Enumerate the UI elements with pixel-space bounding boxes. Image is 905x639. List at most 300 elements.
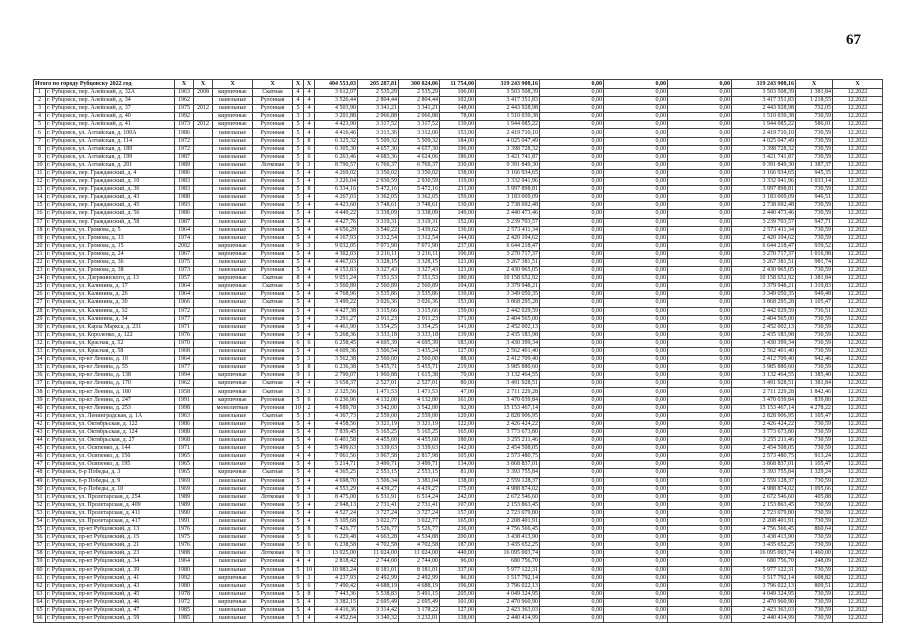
cost-owners-cell: 0,00 <box>668 113 732 121</box>
area-premises-cell: 7 351,53 <box>358 275 399 283</box>
cost-regional-cell: 0,00 <box>604 210 668 218</box>
table-row <box>34 339 883 347</box>
wall-material-cell: панельные <box>213 477 253 485</box>
planned-date-cell: 12.2022 <box>833 323 883 331</box>
cost-owners-cell: 0,00 <box>668 534 732 542</box>
cost-owners-cell: 0,00 <box>668 509 732 517</box>
area-premises-cell: 3 321,19 <box>358 420 399 428</box>
roof-type-cell: Рулонная <box>253 372 293 380</box>
cost-fund-cell: 0,00 <box>540 258 604 266</box>
entrances-cell: 4 <box>304 323 315 331</box>
year-overhaul-cell <box>194 339 213 347</box>
year-overhaul-cell <box>194 598 213 606</box>
cost-owners-cell: 0,00 <box>668 348 732 356</box>
cost-owners-cell: 0,00 <box>668 121 732 129</box>
area-premises-cell: 2 492,99 <box>358 574 399 582</box>
entrances-cell: 4 <box>304 428 315 436</box>
total-cell: 11 754,00 <box>440 80 476 89</box>
address-cell: г. Рубцовск, ул. Октябрьская, д. 122 <box>46 420 175 428</box>
table-row <box>34 396 883 404</box>
year-built-cell: 1994 <box>175 372 194 380</box>
area-residential-cell: 1 471,53 <box>399 388 440 396</box>
cost-other-cell: 4 049 324,95 <box>732 590 796 598</box>
address-cell: г. Рубцовск, ул. Громова, д. 36 <box>46 258 175 266</box>
roof-type-cell: Рулонная <box>253 607 293 615</box>
table-row <box>34 153 883 161</box>
wall-material-cell: панельные <box>213 161 253 169</box>
residents-cell: 330,00 <box>440 161 476 169</box>
row-number-cell: 30 <box>34 323 46 331</box>
area-premises-cell: 3 338,09 <box>358 210 399 218</box>
cost-owners-cell: 0,00 <box>668 607 732 615</box>
planned-date-cell: 12.2022 <box>833 137 883 145</box>
total-area-cell: 4 589,78 <box>315 404 358 412</box>
roof-type-cell: Рулонная <box>253 210 293 218</box>
table-row <box>34 283 883 291</box>
table-row <box>34 242 883 250</box>
floors-cell: 4 <box>293 97 304 105</box>
residents-cell: 171,00 <box>440 315 476 323</box>
year-overhaul-cell <box>194 315 213 323</box>
year-overhaul-cell <box>194 113 213 121</box>
unit-cost-cell: 946,51 <box>796 194 833 202</box>
address-cell: г. Рубцовск, пр-кт Рубцовский, д. 34 <box>46 558 175 566</box>
cost-regional-cell: 0,00 <box>604 404 668 412</box>
residents-cell: 242,00 <box>440 493 476 501</box>
row-number-cell: 34 <box>34 356 46 364</box>
area-premises-cell: 3 022,77 <box>358 517 399 525</box>
cost-owners-cell: 0,00 <box>668 356 732 364</box>
total-cost-cell: 2 442 029,59 <box>476 307 540 315</box>
total-area-cell: 3 499,22 <box>315 299 358 307</box>
row-number-cell: 7 <box>34 137 46 145</box>
total-cost-cell: 9 391 849,30 <box>476 161 540 169</box>
area-residential-cell: 3 338,09 <box>399 210 440 218</box>
roof-type-cell: Рулонная <box>253 226 293 234</box>
area-premises-cell: 3 354,25 <box>358 323 399 331</box>
unit-cost-cell: 981,74 <box>796 258 833 266</box>
cost-fund-cell: 0,00 <box>540 542 604 550</box>
table-row <box>34 615 883 623</box>
cost-fund-cell: 0,00 <box>540 348 604 356</box>
total-cost-cell: 3 239 703,57 <box>476 218 540 226</box>
entrances-cell: 4 <box>304 307 315 315</box>
area-residential-cell: 11 024,00 <box>399 550 440 558</box>
wall-material-cell: панельные <box>213 145 253 153</box>
year-built-cell: 1980 <box>175 566 194 574</box>
planned-date-cell: 12.2022 <box>833 153 883 161</box>
planned-date-cell: 12.2022 <box>833 517 883 525</box>
area-residential-cell: 5 165,25 <box>399 428 440 436</box>
unit-cost-cell: 730,59 <box>796 210 833 218</box>
area-residential-cell: 1 615,38 <box>399 372 440 380</box>
cost-owners-cell: 0,00 <box>668 145 732 153</box>
planned-date-cell: 12.2022 <box>833 509 883 517</box>
unit-cost-cell: 730,59 <box>796 445 833 453</box>
total-cost-cell: 3 166 934,65 <box>476 169 540 177</box>
residents-cell: 120,00 <box>440 412 476 420</box>
entrances-cell: 4 <box>304 461 315 469</box>
cost-owners-cell: 0,00 <box>668 574 732 582</box>
roof-type-cell: Рулонная <box>253 517 293 525</box>
total-cost-cell: 2 738 692,48 <box>476 202 540 210</box>
area-residential-cell: 4 624,06 <box>399 153 440 161</box>
address-cell: г. Рубцовск, пр-кт Рубцовский, д. 47 <box>46 607 175 615</box>
total-cell: 0,00 <box>668 80 732 89</box>
total-area-cell: 6 236,96 <box>315 396 358 404</box>
cost-fund-cell: 0,00 <box>540 226 604 234</box>
cost-regional-cell: 0,00 <box>604 509 668 517</box>
floors-cell: 5 <box>293 598 304 606</box>
row-number-cell: 32 <box>34 339 46 347</box>
year-overhaul-cell <box>194 210 213 218</box>
total-area-cell: 4 237,93 <box>315 574 358 582</box>
roof-type-cell: Рулонная <box>253 364 293 372</box>
roof-type-cell: Рулонная <box>253 202 293 210</box>
residents-cell: 119,00 <box>440 178 476 186</box>
cost-other-cell: 2 404 565,00 <box>732 315 796 323</box>
cost-fund-cell: 0,00 <box>540 485 604 493</box>
year-built-cell: 1986 <box>175 420 194 428</box>
unit-cost-cell: 730,59 <box>796 331 833 339</box>
cost-owners-cell: 0,00 <box>668 242 732 250</box>
residents-cell: 196,00 <box>440 145 476 153</box>
floors-cell: 5 <box>293 509 304 517</box>
total-cost-cell: 3 430 399,34 <box>476 339 540 347</box>
wall-material-cell: панельные <box>213 445 253 453</box>
row-number-cell: 41 <box>34 412 46 420</box>
roof-type-cell: Скатная <box>253 388 293 396</box>
entrances-cell: 6 <box>304 339 315 347</box>
residents-cell: 187,00 <box>440 542 476 550</box>
address-cell: г. Рубцовск, пер. Гражданский, д. 56 <box>46 210 175 218</box>
year-overhaul-cell <box>194 186 213 194</box>
table-row <box>34 275 883 283</box>
table-row <box>34 161 883 169</box>
entrances-cell: 4 <box>304 445 315 453</box>
area-premises-cell: 2 560,00 <box>358 356 399 364</box>
total-area-cell: 6 305,30 <box>315 145 358 153</box>
area-premises-cell: 3 535,86 <box>358 291 399 299</box>
total-area-cell: 4 698,70 <box>315 477 358 485</box>
address-cell: г. Рубцовск, пр-кт Ленина, д. 10 <box>46 356 175 364</box>
total-area-cell: 4 427,76 <box>315 218 358 226</box>
area-premises-cell: 3 506,54 <box>358 348 399 356</box>
residents-cell: 159,00 <box>440 307 476 315</box>
table-row <box>34 598 883 606</box>
wall-material-cell: панельные <box>213 323 253 331</box>
floors-cell: 5 <box>293 218 304 226</box>
unit-cost-cell: 730,59 <box>796 323 833 331</box>
year-overhaul-cell <box>194 218 213 226</box>
table-row <box>34 267 883 275</box>
address-cell: г. Рубцовск, ул. Пролетарская, д. 411 <box>46 509 175 517</box>
total-cost-cell: 2 443 928,98 <box>476 105 540 113</box>
entrances-cell: 3 <box>304 412 315 420</box>
area-residential-cell: 4 132,00 <box>399 396 440 404</box>
year-built-cell: 1977 <box>175 315 194 323</box>
year-overhaul-cell <box>194 582 213 590</box>
residents-cell: 139,00 <box>440 121 476 129</box>
table-row <box>34 137 883 145</box>
table-row <box>34 558 883 566</box>
cost-regional-cell: 0,00 <box>604 89 668 97</box>
unit-cost-cell: 730,59 <box>796 566 833 574</box>
registry-table <box>33 79 883 623</box>
wall-material-cell: кирпичные <box>213 396 253 404</box>
address-cell: г. Рубцовск, ул. Карла Маркса, д. 231 <box>46 323 175 331</box>
year-built-cell: 1985 <box>175 615 194 623</box>
entrances-cell: 4 <box>304 420 315 428</box>
year-overhaul-cell <box>194 550 213 558</box>
address-cell: г. Рубцовск, ул. Октябрьская, д. 124 <box>46 428 175 436</box>
cost-other-cell: 2 828 906,95 <box>732 412 796 420</box>
entrances-cell: 4 <box>304 234 315 242</box>
year-built-cell: 1975 <box>175 258 194 266</box>
residents-cell: 81,00 <box>440 469 476 477</box>
total-cell: X <box>833 80 883 89</box>
residents-cell: 92,00 <box>440 404 476 412</box>
area-residential-cell: 3 748,61 <box>399 202 440 210</box>
unit-cost-cell: 4 278,22 <box>796 404 833 412</box>
total-area-cell: 4 452,64 <box>315 615 358 623</box>
address-cell: г. Рубцовск, ул. Алтайская, д. 189 <box>46 145 175 153</box>
floors-cell: 5 <box>293 129 304 137</box>
table-row <box>34 169 883 177</box>
area-premises-cell: 2 535,29 <box>358 89 399 97</box>
total-area-cell: 4 449,22 <box>315 210 358 218</box>
cost-owners-cell: 0,00 <box>668 331 732 339</box>
total-cost-cell: 2 153 863,45 <box>476 501 540 509</box>
cost-other-cell: 2 443 928,98 <box>732 105 796 113</box>
cost-fund-cell: 0,00 <box>540 509 604 517</box>
cost-owners-cell: 0,00 <box>668 590 732 598</box>
floors-cell: 5 <box>293 323 304 331</box>
unit-cost-cell: 1 381,84 <box>796 380 833 388</box>
entrances-cell: 4 <box>304 517 315 525</box>
year-overhaul-cell <box>194 178 213 186</box>
total-cost-cell: 2 420 104,62 <box>476 234 540 242</box>
wall-material-cell: панельные <box>213 607 253 615</box>
unit-cost-cell: 1 329,24 <box>796 469 833 477</box>
area-premises-cell: 3 967,58 <box>358 453 399 461</box>
cost-other-cell: 2 440 473,46 <box>732 210 796 218</box>
entrances-cell: 8 <box>304 137 315 145</box>
cost-regional-cell: 0,00 <box>604 202 668 210</box>
total-cost-cell: 3 379 948,21 <box>476 283 540 291</box>
residents-cell: 205,00 <box>440 590 476 598</box>
unit-cost-cell: 1 105,47 <box>796 299 833 307</box>
cost-owners-cell: 0,00 <box>668 542 732 550</box>
table-row <box>34 380 883 388</box>
entrances-cell: 4 <box>304 607 315 615</box>
floors-cell: 5 <box>293 420 304 428</box>
unit-cost-cell: 730,59 <box>796 186 833 194</box>
wall-material-cell: панельные <box>213 493 253 501</box>
area-residential-cell: 3 499,71 <box>399 461 440 469</box>
floors-cell: 3 <box>293 388 304 396</box>
row-number-cell: 58 <box>34 550 46 558</box>
wall-material-cell: панельные <box>213 590 253 598</box>
cost-fund-cell: 0,00 <box>540 97 604 105</box>
cost-fund-cell: 0,00 <box>540 607 604 615</box>
planned-date-cell: 12.2022 <box>833 218 883 226</box>
area-premises-cell: 2 553,15 <box>358 469 399 477</box>
address-cell: г. Рубцовск, ул. Осипенко, д. 156 <box>46 453 175 461</box>
cost-fund-cell: 0,00 <box>540 380 604 388</box>
table-row <box>34 356 883 364</box>
roof-type-cell: Скатная <box>253 89 293 97</box>
unit-cost-cell: 248,09 <box>796 558 833 566</box>
cost-regional-cell: 0,00 <box>604 226 668 234</box>
roof-type-cell: Рулонная <box>253 169 293 177</box>
table-row <box>34 186 883 194</box>
area-residential-cell: 2 930,59 <box>399 178 440 186</box>
residents-cell: 106,00 <box>440 250 476 258</box>
area-premises-cell: 4 132,00 <box>358 396 399 404</box>
total-area-cell: 3 612,07 <box>315 89 358 97</box>
roof-type-cell: Скатная <box>253 283 293 291</box>
cost-fund-cell: 0,00 <box>540 566 604 574</box>
row-number-cell: 60 <box>34 566 46 574</box>
area-premises-cell: 3 339,63 <box>358 445 399 453</box>
planned-date-cell: 12.2022 <box>833 542 883 550</box>
cost-fund-cell: 0,00 <box>540 501 604 509</box>
cost-regional-cell: 0,00 <box>604 477 668 485</box>
year-built-cell: 1977 <box>175 364 194 372</box>
year-overhaul-cell <box>194 388 213 396</box>
floors-cell: 3 <box>293 113 304 121</box>
year-built-cell: 1989 <box>175 161 194 169</box>
unit-cost-cell: 839,80 <box>796 396 833 404</box>
table-row <box>34 477 883 485</box>
unit-cost-cell: 730,59 <box>796 428 833 436</box>
wall-material-cell: кирпичные <box>213 89 253 97</box>
roof-type-cell: Рулонная <box>253 339 293 347</box>
planned-date-cell: 12.2022 <box>833 178 883 186</box>
address-cell: г. Рубцовск, пр-кт Рубцовский, д. 39 <box>46 566 175 574</box>
row-number-cell: 39 <box>34 396 46 404</box>
residents-cell: 104,00 <box>440 283 476 291</box>
unit-cost-cell: 730,59 <box>796 348 833 356</box>
cost-other-cell: 2 711 229,28 <box>732 388 796 396</box>
roof-type-cell: Рулонная <box>253 534 293 542</box>
wall-material-cell: кирпичные <box>213 283 253 291</box>
roof-type-cell: Рулонная <box>253 121 293 129</box>
area-residential-cell: 2 066,88 <box>399 113 440 121</box>
roof-type-cell: Рулонная <box>253 404 293 412</box>
floors-cell: 5 <box>293 291 304 299</box>
year-overhaul-cell <box>194 404 213 412</box>
year-overhaul-cell <box>194 517 213 525</box>
cost-other-cell: 2 208 401,91 <box>732 517 796 525</box>
total-cost-cell: 2 711 229,28 <box>476 388 540 396</box>
residents-cell: 184,00 <box>440 137 476 145</box>
address-cell: г. Рубцовск, пр-кт Рубцовский, д. 46 <box>46 598 175 606</box>
planned-date-cell: 12.2022 <box>833 412 883 420</box>
cost-fund-cell: 0,00 <box>540 582 604 590</box>
floors-cell: 5 <box>293 315 304 323</box>
area-residential-cell: 5 472,16 <box>399 186 440 194</box>
total-area-cell: 7 426,77 <box>315 526 358 534</box>
cost-owners-cell: 0,00 <box>668 582 732 590</box>
address-cell: г. Рубцовск, пер. Гражданский, д. 43 <box>46 194 175 202</box>
row-number-cell: 15 <box>34 202 46 210</box>
area-premises-cell: 4 439,27 <box>358 485 399 493</box>
row-number-cell: 35 <box>34 364 46 372</box>
row-number-cell: 29 <box>34 315 46 323</box>
wall-material-cell: панельные <box>213 267 253 275</box>
address-cell: г. Рубцовск, пр-кт Рубцовский, д. 15 <box>46 534 175 542</box>
unit-cost-cell: 730,59 <box>796 501 833 509</box>
wall-material-cell: панельные <box>213 307 253 315</box>
total-area-cell: 8 790,57 <box>315 161 358 169</box>
unit-cost-cell: 1 319,83 <box>796 283 833 291</box>
cost-fund-cell: 0,00 <box>540 234 604 242</box>
roof-type-cell: Рулонная <box>253 348 293 356</box>
year-overhaul-cell <box>194 137 213 145</box>
table-row <box>34 202 883 210</box>
area-premises-cell: 3 328,15 <box>358 258 399 266</box>
table-row <box>34 428 883 436</box>
area-premises-cell: 4 455,60 <box>358 437 399 445</box>
unit-cost-cell: 730,59 <box>796 226 833 234</box>
area-residential-cell: 3 312,00 <box>399 129 440 137</box>
roof-type-cell: Рулонная <box>253 267 293 275</box>
area-residential-cell: 2 535,29 <box>399 89 440 97</box>
area-premises-cell: 7 071,90 <box>358 242 399 250</box>
entrances-cell: 3 <box>304 550 315 558</box>
row-number-cell: 45 <box>34 445 46 453</box>
row-number-cell: 53 <box>34 509 46 517</box>
table-row <box>34 501 883 509</box>
table-row <box>34 517 883 525</box>
cost-fund-cell: 0,00 <box>540 420 604 428</box>
year-built-cell: 1993 <box>175 202 194 210</box>
planned-date-cell: 12.2022 <box>833 299 883 307</box>
page-number: 67 <box>846 32 861 48</box>
floors-cell: 5 <box>293 169 304 177</box>
area-residential-cell: 2 804,44 <box>399 97 440 105</box>
cost-other-cell: 2 440 414,99 <box>732 615 796 623</box>
planned-date-cell: 12.2022 <box>833 113 883 121</box>
wall-material-cell: панельные <box>213 550 253 558</box>
planned-date-cell: 12.2022 <box>833 291 883 299</box>
address-cell: г. Рубцовск, пр-кт Ленина, д. 138 <box>46 372 175 380</box>
residents-cell: 78,00 <box>440 113 476 121</box>
residents-cell: 153,00 <box>440 299 476 307</box>
area-premises-cell: 3 540,22 <box>358 226 399 234</box>
total-cell: X <box>213 80 253 89</box>
floors-cell: 5 <box>293 178 304 186</box>
entrances-cell: 4 <box>304 598 315 606</box>
wall-material-cell: кирпичные <box>213 574 253 582</box>
cost-regional-cell: 0,00 <box>604 526 668 534</box>
unit-cost-cell: 942,46 <box>796 356 833 364</box>
total-cost-cell: 3 255 211,46 <box>476 437 540 445</box>
wall-material-cell: панельные <box>213 258 253 266</box>
total-area-cell: 7 061,56 <box>315 453 358 461</box>
row-number-cell: 12 <box>34 178 46 186</box>
roof-type-cell: Рулонная <box>253 582 293 590</box>
entrances-cell: 6 <box>304 153 315 161</box>
floors-cell: 4 <box>293 558 304 566</box>
total-cost-cell: 3 868 295,28 <box>476 299 540 307</box>
year-built-cell: 1992 <box>175 574 194 582</box>
floors-cell: 9 <box>293 161 304 169</box>
row-number-cell: 24 <box>34 275 46 283</box>
wall-material-cell: панельные <box>213 461 253 469</box>
